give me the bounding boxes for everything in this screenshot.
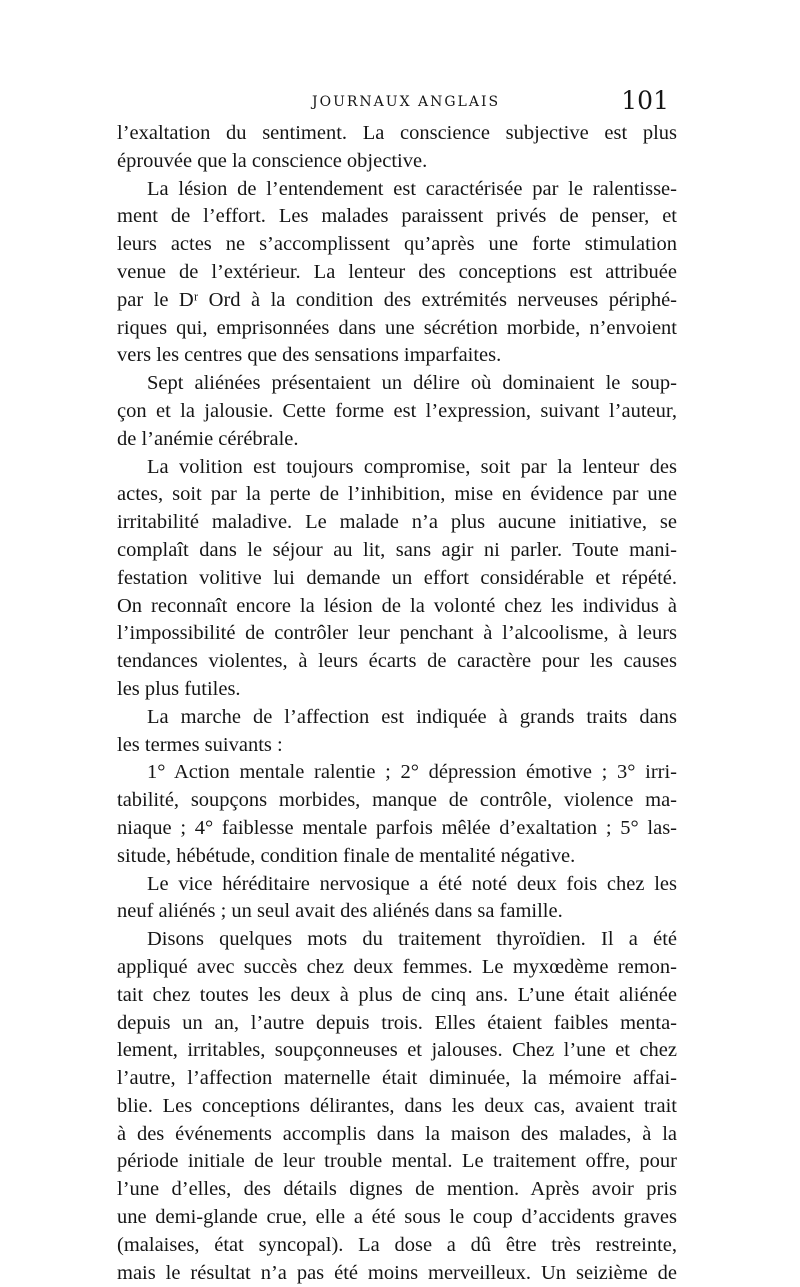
text-line: l’impossibilité de contrôler leur penchant à l’alcoolisme, à leurs: [117, 622, 677, 645]
running-title: JOURNAUX ANGLAIS: [312, 94, 501, 110]
text-line: tabilité, soupçons morbides, manque de contrôle, violence ma-: [117, 789, 677, 812]
text-line: leurs actes ne s’accomplissent qu’après une forte stimulation: [117, 233, 677, 256]
text-line: neuf aliénés ; un seul avait des aliénés dans sa famille.: [117, 900, 563, 923]
text-line: On reconnaît encore la lésion de la volonté chez les individus à: [117, 594, 677, 617]
text-line: festation volitive lui demande un effort considérable et répété.: [117, 566, 677, 589]
text-line: La volition est toujours compromise, soit par la lenteur des: [147, 455, 677, 478]
text-line: depuis un an, l’autre depuis trois. Elles étaient faibles menta-: [117, 1011, 677, 1034]
text-line: l’une d’elles, des détails dignes de mention. Après avoir pris: [117, 1178, 677, 1201]
text-line: 1° Action mentale ralentie ; 2° dépression émotive ; 3° irri-: [147, 761, 677, 784]
text-line: Sept aliénées présentaient un délire où dominaient le soup-: [147, 372, 677, 395]
text-line: mais le résultat n’a pas été moins merveilleux. Un seizième de: [117, 1261, 677, 1284]
text-line: blie. Les conceptions délirantes, dans les deux cas, avaient trait: [117, 1094, 677, 1117]
text-line: actes, soit par la perte de l’inhibition, mise en évidence par une: [117, 483, 677, 506]
text-line: de l’anémie cérébrale.: [117, 427, 299, 450]
text-line: les termes suivants :: [117, 733, 283, 756]
text-line: çon et la jalousie. Cette forme est l’expression, suivant l’auteur,: [117, 399, 677, 422]
text-line: ment de l’effort. Les malades paraissent privés de penser, et: [117, 205, 677, 228]
text-line: venue de l’extérieur. La lenteur des conceptions est attribuée: [117, 260, 677, 283]
text-line: l’autre, l’affection maternelle était diminuée, la mémoire affai-: [117, 1067, 677, 1090]
text-line: par le Dʳ Ord à la condition des extrémités nerveuses périphé-: [117, 288, 677, 311]
text-line: vers les centres que des sensations imparfaites.: [117, 344, 502, 367]
text-line: les plus futiles.: [117, 677, 241, 700]
text-line: appliqué avec succès chez deux femmes. Le myxœdème remon-: [117, 955, 677, 978]
text-line: à des événements accomplis dans la maison des malades, à la: [117, 1122, 677, 1145]
text-line: niaque ; 4° faiblesse mentale parfois mêlée d’exaltation ; 5° las-: [117, 816, 677, 839]
text-line: La marche de l’affection est indiquée à grands traits dans: [147, 705, 677, 728]
text-line: La lésion de l’entendement est caractérisée par le ralentisse-: [147, 177, 677, 200]
text-line: Le vice héréditaire nervosique a été noté deux fois chez les: [147, 872, 677, 895]
text-line: une demi-glande crue, elle a été sous le coup d’accidents graves: [117, 1206, 677, 1229]
text-line: tendances violentes, à leurs écarts de caractère pour les causes: [117, 650, 677, 673]
text-line: période initiale de leur trouble mental. Le traitement offre, pour: [117, 1150, 677, 1173]
body-text: [117, 120, 677, 1287]
text-line: lement, irritables, soupçonneuses et jalouses. Chez l’une et chez: [117, 1039, 677, 1062]
text-line: riques qui, emprisonnées dans une sécrétion morbide, n’envoient: [117, 316, 677, 339]
text-line: éprouvée que la conscience objective.: [117, 149, 428, 172]
text-line: complaît dans le séjour au lit, sans agir ni parler. Toute mani-: [117, 538, 677, 561]
text-line: (malaises, état syncopal). La dose a dû être très restreinte,: [117, 1233, 677, 1256]
text-line: irritabilité maladive. Le malade n’a plus aucune initiative, se: [117, 511, 677, 534]
text-line: Disons quelques mots du traitement thyroïdien. Il a été: [147, 928, 677, 951]
text-line: l’exaltation du sentiment. La conscience subjective est plus: [117, 122, 677, 144]
text-line: situde, hébétude, condition finale de mentalité négative.: [117, 844, 576, 867]
running-head: [117, 86, 677, 120]
text-line: tait chez toutes les deux à plus de cinq ans. L’une était aliénée: [117, 983, 677, 1006]
page-number: 101: [621, 86, 669, 115]
